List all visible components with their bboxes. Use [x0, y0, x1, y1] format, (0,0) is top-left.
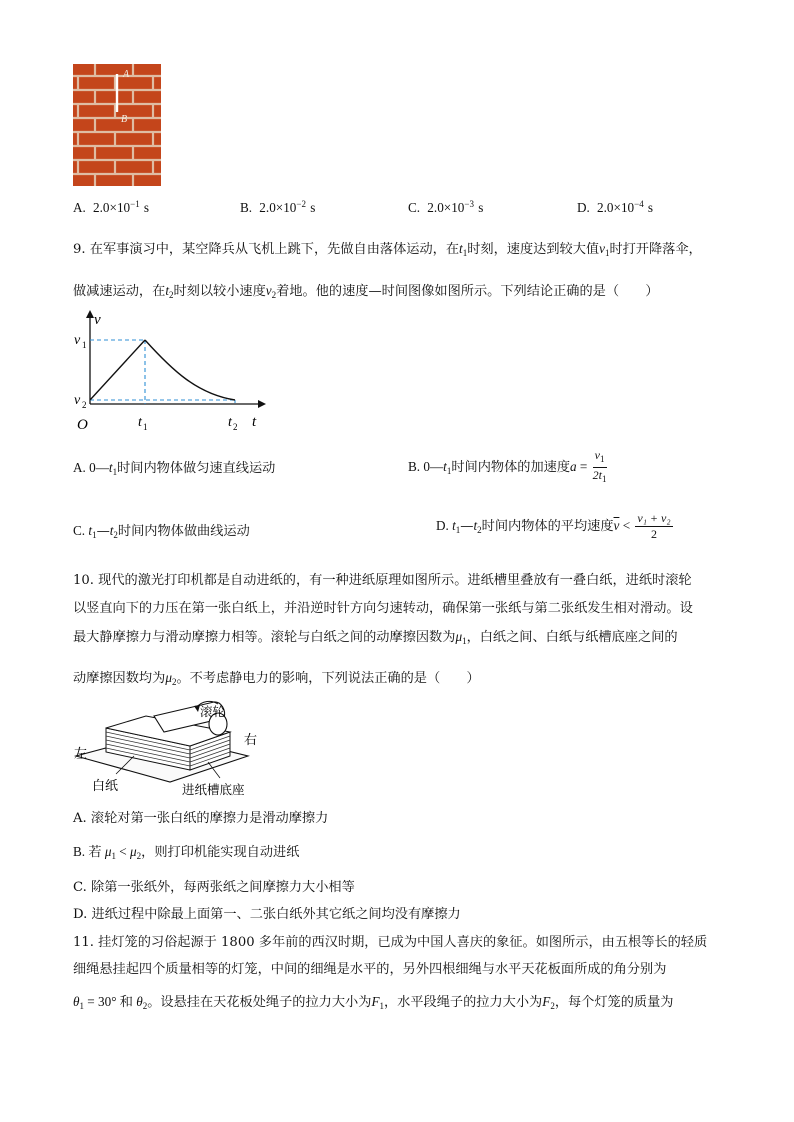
option-unit: s	[647, 200, 654, 215]
v1-label: v	[74, 333, 81, 348]
option-unit: s	[310, 200, 316, 215]
option-unit: s	[143, 200, 150, 215]
option-mantissa: 2.0×10	[259, 200, 297, 215]
decel-curve	[145, 340, 235, 400]
q10-option-d[interactable]: D. 进纸过程中除最上面第一、二张白纸外其它纸之间均没有摩擦力	[73, 907, 461, 922]
q11-stem-line-2: 细绳悬挂起四个质量相等的灯笼，中间的细绳是水平的，另外四根细绳与水平天花板面所成的角分别为	[73, 962, 667, 977]
q8-option-a[interactable]	[73, 199, 149, 216]
velocity-time-graph	[72, 308, 268, 434]
label-a: A	[123, 69, 130, 80]
right-label: 右	[244, 732, 258, 747]
q9-option-a[interactable]: A. $0—t_1$时间内物体做匀速直线运动	[73, 460, 276, 477]
t2-label: t	[228, 415, 232, 430]
t2-sub: 2	[233, 422, 238, 432]
paper-label: 白纸	[92, 778, 119, 793]
t1-label: t	[138, 415, 142, 430]
paper-feed-diagram	[72, 698, 282, 798]
q10-stem-line-4: 动摩擦因数均为$\mu_2$。不考虑静电力的影响，下列说法正确的是（ ）	[73, 670, 480, 687]
option-letter: A.	[73, 200, 86, 215]
option-mantissa: 2.0×10	[93, 200, 131, 215]
y-axis-label: v	[94, 312, 101, 328]
base-label: 进纸槽底座	[182, 783, 245, 797]
option-letter: B.	[240, 200, 253, 215]
q10-stem-line-2: 以竖直向下的力压在第一张白纸上，并沿逆时针方向匀速转动，确保第一张纸与第二张纸发生相对滑动。设	[73, 601, 693, 616]
q8-option-d[interactable]	[577, 199, 653, 216]
left-label: 左	[74, 746, 88, 761]
q11-stem-line-1: 11. 挂灯笼的习俗起源于 1800 多年前的西汉时期，已成为中国人喜庆的象征。如图所示，由五根等长的轻质	[73, 935, 708, 950]
q10-option-a[interactable]: A. 滚轮对第一张白纸的摩擦力是滑动摩擦力	[73, 811, 329, 826]
option-exponent: −3	[464, 199, 474, 209]
q10-stem-line-1: 10. 现代的激光打印机都是自动进纸的，有一种进纸原理如图所示。进纸槽里叠放有一叠白纸，进纸时滚轮	[73, 573, 692, 588]
label-b: B	[121, 114, 128, 125]
y-axis-arrow-icon	[86, 310, 94, 318]
fraction: $\frac{\text{v₁ + v₂}}{2}$	[637, 511, 671, 541]
option-letter: D.	[577, 200, 590, 215]
roller-label: 滚轮	[200, 705, 226, 719]
v2-label: v	[74, 393, 81, 408]
q10-stem-line-3: 最大静摩擦力与滑动摩擦力相等。滚轮与白纸之间的动摩擦因数为$\mu_1$，白纸之间、白纸与纸槽底座之间的	[73, 629, 678, 646]
v2-sub: 2	[82, 400, 87, 410]
origin-label: O	[77, 417, 88, 433]
x-axis-arrow-icon	[258, 400, 266, 408]
q9-option-c[interactable]: C. $t_1—t_2$时间内物体做曲线运动	[73, 523, 250, 540]
option-exponent: −4	[634, 199, 644, 209]
accel-segment	[90, 340, 145, 400]
q8-option-b[interactable]	[240, 199, 315, 216]
q11-stem-line-3: $\theta_1 = 30^\circ$ 和 $\theta_2$。设悬挂在天花板处绳子的拉力大小为$F_1$，水平段绳子的拉力大小为$F_2$，每个灯笼的质量为	[73, 994, 674, 1011]
v1-sub: 1	[82, 340, 87, 350]
q10-option-c[interactable]: C. 除第一张纸外，每两张纸之间摩擦力大小相等	[73, 880, 355, 895]
q9-stem-line-2: 做减速运动，在$t_2$时刻以较小速度$v_2$着地。他的速度—时间图像如图所示。下列结论正确的是（ ）	[73, 283, 659, 300]
option-unit: s	[478, 200, 484, 215]
option-exponent: −1	[130, 199, 140, 209]
q8-option-c[interactable]	[408, 199, 483, 216]
q9-stem-line-1: 9. 在军事演习中，某空降兵从飞机上跳下，先做自由落体运动，在$t_1$时刻，速度达到较大值$v_1$时打开降落伞，	[73, 241, 702, 258]
q10-option-b[interactable]: B. 若 $\mu_1 < \mu_2$，则打印机能实现自动进纸	[73, 844, 300, 861]
t1-sub: 1	[143, 422, 148, 432]
x-axis-label: t	[252, 414, 257, 430]
option-mantissa: 2.0×10	[427, 200, 465, 215]
option-mantissa: 2.0×10	[597, 200, 635, 215]
option-letter: C.	[408, 200, 421, 215]
q9-option-d[interactable]: D. $t_1—t_2$时间内物体的平均速度$\overline{v}$ < $\frac{\text{v₁ + v₂}}{2}$	[436, 511, 671, 541]
brick-wall-photo	[73, 64, 161, 186]
option-exponent: −2	[296, 199, 306, 209]
fraction: $\frac{v_1}{2t_1}$	[592, 448, 607, 484]
q9-option-b[interactable]: B. $0—t_1$时间内物体的加速度a = $\frac{v_1}{2t_1}$	[408, 448, 609, 487]
